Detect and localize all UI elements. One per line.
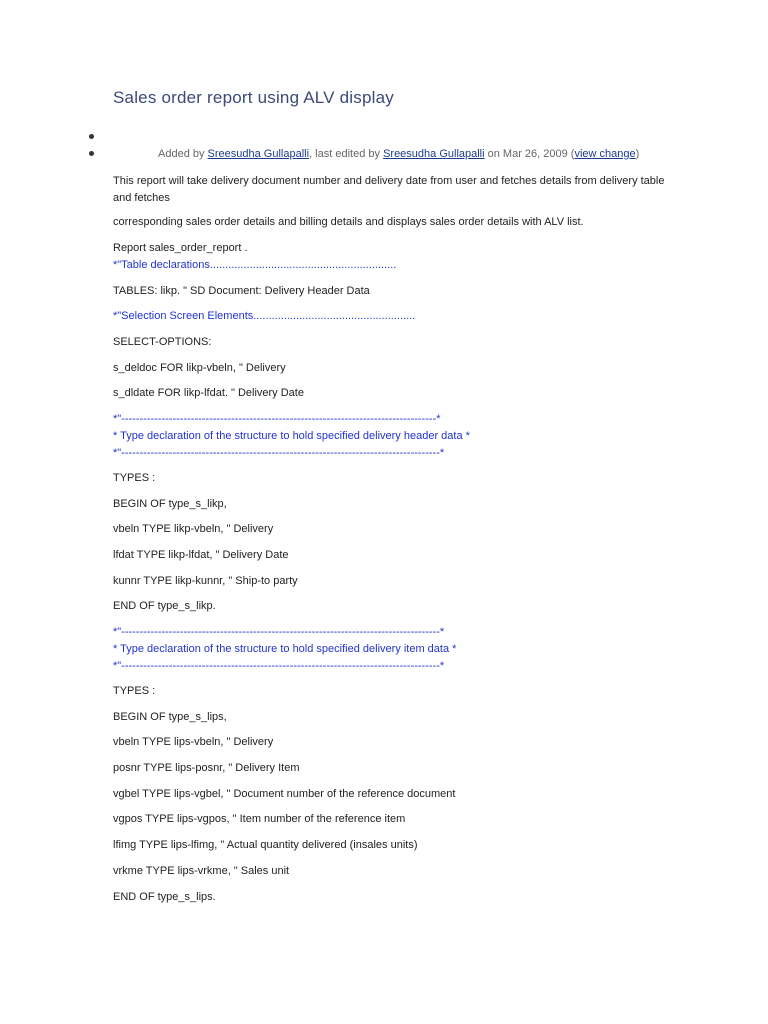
meta-suffix: ) — [635, 148, 640, 160]
code-line: TABLES: likp. " SD Document: Delivery Header Data — [113, 285, 370, 297]
meta-prefix: Added by — [158, 148, 208, 160]
intro-paragraph-2: corresponding sales order details and billing details and displays sales order details with ALV list. — [113, 216, 584, 228]
code-line: TYPES : — [113, 685, 156, 697]
meta-middle: , last edited by — [309, 148, 384, 160]
code-line: TYPES : — [113, 472, 156, 484]
code-line: vgpos TYPE lips-vgpos, " Item number of the reference item — [113, 813, 406, 825]
code-line: lfdat TYPE likp-lfdat, " Delivery Date — [113, 549, 289, 561]
meta-date: on Mar 26, 2009 ( — [484, 148, 575, 160]
bullet-meta — [89, 151, 94, 156]
code-line: vbeln TYPE likp-vbeln, " Delivery — [113, 523, 274, 535]
code-comment-line: *"---------------------------------------------------------------------------------------* — [113, 626, 445, 638]
code-comment-line: *"Selection Screen Elements..................................................... — [113, 310, 416, 322]
code-line: END OF type_s_likp. — [113, 600, 216, 612]
code-comment-line: * Type declaration of the structure to hold specified delivery item data * — [113, 643, 457, 655]
code-line: s_dldate FOR likp-lfdat. " Delivery Date — [113, 387, 304, 399]
intro-paragraph: This report will take delivery document number and delivery date from user and fetches details from delivery table and fetches — [113, 175, 665, 204]
view-change-link[interactable]: view change — [574, 148, 636, 160]
code-line: vrkme TYPE lips-vrkme, " Sales unit — [113, 865, 290, 877]
code-comment-line: *"--------------------------------------------------------------------------------------* — [113, 413, 441, 425]
code-line: SELECT-OPTIONS: — [113, 336, 212, 348]
code-line: BEGIN OF type_s_likp, — [113, 498, 227, 510]
code-line: Report sales_order_report . — [113, 242, 248, 254]
editor-link[interactable]: Sreesudha Gullapalli — [383, 148, 485, 160]
code-line: vgbel TYPE lips-vgbel, " Document number of the reference document — [113, 788, 456, 800]
code-line: s_deldoc FOR likp-vbeln, " Delivery — [113, 362, 286, 374]
code-line: kunnr TYPE likp-kunnr, " Ship-to party — [113, 575, 298, 587]
page-title: Sales order report using ALV display — [113, 88, 394, 107]
code-line: vbeln TYPE lips-vbeln, " Delivery — [113, 736, 274, 748]
code-comment-line: * Type declaration of the structure to hold specified delivery header data * — [113, 430, 470, 442]
code-line: END OF type_s_lips. — [113, 891, 216, 903]
page-metadata — [158, 148, 639, 160]
code-comment-line: *"---------------------------------------------------------------------------------------* — [113, 447, 445, 459]
bullet-empty — [89, 134, 94, 139]
code-line: posnr TYPE lips-posnr, " Delivery Item — [113, 762, 300, 774]
code-comment-line: *"---------------------------------------------------------------------------------------* — [113, 660, 445, 672]
code-comment-line: *"Table declarations............................................................. — [113, 259, 397, 271]
code-line: lfimg TYPE lips-lfimg, " Actual quantity delivered (insales units) — [113, 839, 418, 851]
code-line: BEGIN OF type_s_lips, — [113, 711, 227, 723]
author-link[interactable]: Sreesudha Gullapalli — [207, 148, 310, 160]
